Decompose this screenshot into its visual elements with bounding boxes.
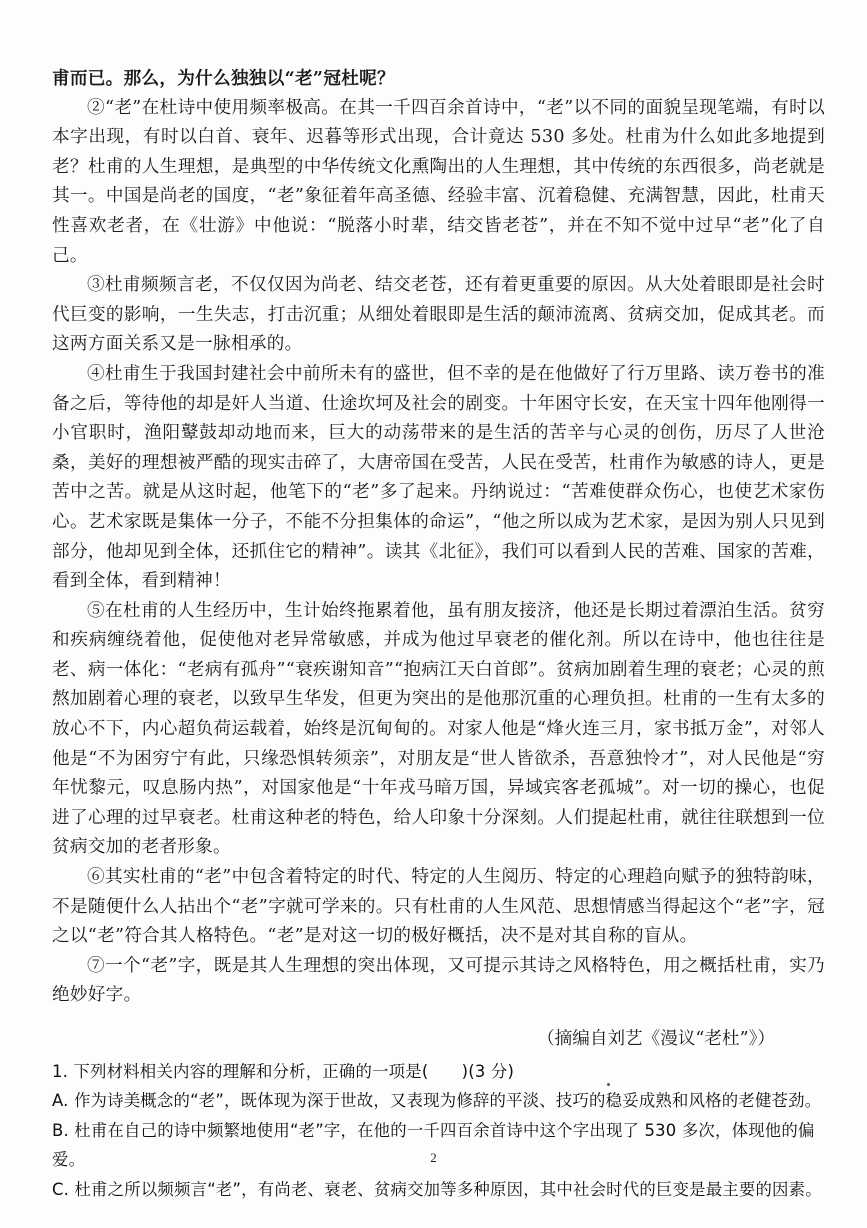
paragraph-6: ⑥其实杜甫的“老”中包含着特定的时代、特定的人生阅历、特定的心理趋向赋予的独特韵味，不是随便什么人拈出个“老”字就可学来的。只有杜甫的人生风范、思想情感当得起这个“老”字，冠之以“老”符合其人格特色。“老”是对这一切的极好概括，决不是对其自称的盲从。 xyxy=(52,867,825,947)
article-body xyxy=(52,64,825,1011)
page-number: 2 xyxy=(430,1150,437,1165)
option-b: B. 杜甫在自己的诗中频繁地使用“老”字，在他的一千四百余首诗中这个字出现了 530 多次，体现他的偏爱。 xyxy=(52,1120,815,1170)
scan-speck xyxy=(607,1083,610,1086)
source-citation: （摘编自刘艺《漫议“老杜”》） xyxy=(537,1029,775,1049)
paragraph-2: ②“老”在杜诗中使用频率极高。在其一千四百余首诗中，“老”以不同的面貌呈现笔端，有时以本字出现，有时以白首、衰年、迟暮等形式出现，合计竟达 530 多处。杜甫为什么如此多地提到老？杜甫的人生理想，是典型的中华传统文化熏陶出的人生理想，其中传统的东西很多，尚老就是其一。中国是尚老的国度，“老”象征着年高圣德、经验丰富、沉着稳健、充满智慧，因此，杜甫天性喜欢老者，在《壮游》中他说：“脱落小时辈，结交皆老苍”，并在不知不觉中过早“老”化了自己。 xyxy=(52,97,825,266)
question-stem: 1. 下列材料相关内容的理解和分析，正确的一项是( )(3 分) xyxy=(52,1061,515,1081)
paragraph-3: ③杜甫频频言老，不仅仅因为尚老、结交老苍，还有着更重要的原因。从大处着眼即是社会时代巨变的影响，一生失志，打击沉重；从细处着眼即是生活的颠沛流离、贫病交加，促成其老。而这两方面关系又是一脉相承的。 xyxy=(52,275,825,355)
paragraph-5: ⑤在杜甫的人生经历中，生计始终拖累着他，虽有朋友接济，他还是长期过着漂泊生活。贫穷和疾病缠绕着他，促使他对老异常敏感，并成为他过早衰老的催化剂。所以在诗中，他也往往是老、病一体化：“老病有孤舟”“衰疾谢知音”“抱病江天白首郎”。贫病加剧着生理的衰老；心灵的煎熬加剧着心理的衰老，以致早生华发，但更为突出的是他那沉重的心理负担。杜甫的一生有太多的放心不下，内心超负荷运载着，始终是沉甸甸的。对家人他是“烽火连三月，家书抵万金”，对邻人他是“不为困穷宁有此，只缘恐惧转须亲”，对朋友是“世人皆欲杀，吾意独怜才”，对人民他是“穷年忧黎元，叹息肠内热”，对国家他是“十年戎马暗万国，异域宾客老孤城”。对一切的操心，也促进了心理的过早衰老。杜甫这种老的特色，给人印象十分深刻。人们提起杜甫，就往往联想到一位贫病交加的老者形象。 xyxy=(52,600,825,858)
paragraph-4: ④杜甫生于我国封建社会中前所未有的盛世，但不幸的是在他做好了行万里路、读万卷书的准备之后，等待他的却是奸人当道、仕途坎坷及社会的剧变。十年困守长安，在天宝十四年他刚得一小官职时，渔阳鼙鼓却动地而来，巨大的动荡带来的是生活的苦辛与心灵的创伤，历尽了人世沧桑，美好的理想被严酷的现实击碎了，大唐帝国在受苦，人民在受苦，杜甫作为敏感的诗人，更是苦中之苦。就是从这时起，他笔下的“老”多了起来。丹纳说过：“苦难使群众伤心，也使艺术家伤心。艺术家既是集体一分子，不能不分担集体的命运”，“他之所以成为艺术家，是因为别人只见到部分，他却见到全体，还抓住它的精神”。读其《北征》，我们可以看到人民的苦难、国家的苦难，看到全体，看到精神！ xyxy=(52,363,825,592)
option-a: A. 作为诗美概念的“老”，既体现为深于世故，又表现为修辞的平淡、技巧的稳妥成熟和风格的老健苍劲。 xyxy=(52,1091,822,1111)
option-c: C. 杜甫之所以频频言“老”，有尚老、衰老、贫病交加等多种原因，其中社会时代的巨变是最主要的因素。 xyxy=(52,1179,822,1199)
paragraph-intro: 甫而已。那么，为什么独独以“老”冠杜呢？ xyxy=(52,68,395,89)
paragraph-7: ⑦一个“老”字，既是其人生理想的突出体现，又可提示其诗之风格特色，用之概括杜甫，实乃绝妙好字。 xyxy=(52,955,825,1006)
question-block xyxy=(52,1057,825,1205)
